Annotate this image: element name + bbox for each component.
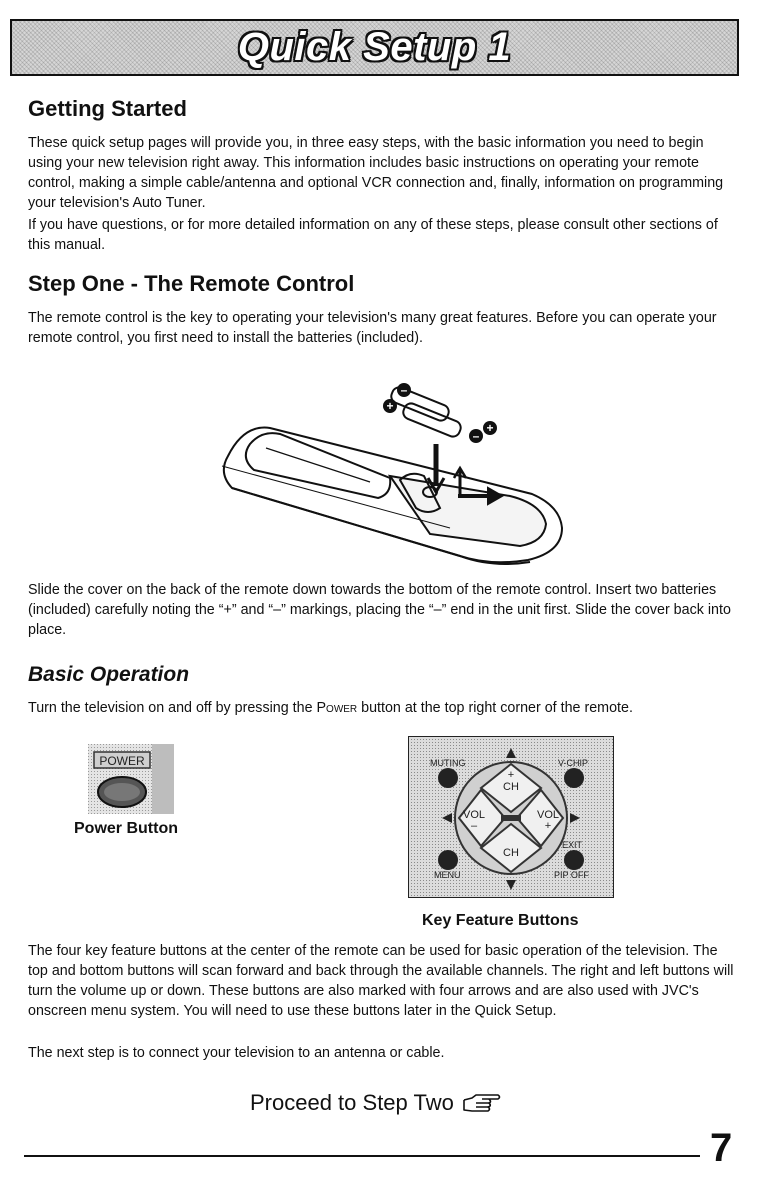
next-step-note: The next step is to connect your television to an antenna or cable. bbox=[28, 1045, 445, 1061]
step-one-heading: Step One - The Remote Control bbox=[28, 271, 355, 296]
exit-label: EXIT bbox=[562, 840, 583, 850]
page-title: Quick Setup 1 bbox=[237, 25, 512, 69]
battery-instructions: Slide the cover on the back of the remote down towards the bottom of the remote control. Insert two batteries (included) carefully noting the “+” and “–” markings, placing the “–” end in the unit first. Slide the cover back into place. bbox=[28, 582, 731, 638]
basic-operation-heading: Basic Operation bbox=[28, 663, 190, 686]
pointing-hand-icon bbox=[462, 1092, 502, 1114]
power-word: Power bbox=[316, 700, 358, 716]
key-feature-buttons-image bbox=[408, 736, 614, 898]
key-feature-caption: Key Feature Buttons bbox=[422, 912, 579, 929]
vol-down-sign: – bbox=[470, 820, 478, 832]
power-label: POWER bbox=[99, 754, 145, 768]
ch-up-label: CH bbox=[503, 781, 519, 793]
proceed-text: Proceed to Step Two bbox=[250, 1090, 454, 1115]
title-banner bbox=[10, 19, 739, 76]
proceed-line bbox=[250, 1090, 502, 1116]
ch-up-sign: + bbox=[507, 769, 515, 781]
power-button-image bbox=[88, 744, 174, 814]
minus-marker-top: – bbox=[400, 383, 408, 397]
vchip-label: V-CHIP bbox=[558, 758, 589, 768]
pip-off-label: PIP OFF bbox=[554, 870, 589, 880]
getting-started-para-2: If you have questions, or for more detailed information on any of these steps, please consult other sections of this manual. bbox=[28, 217, 718, 253]
key-buttons-description: The four key feature buttons at the center of the remote can be used for basic operation of the television. The top and bottom buttons will scan forward and back through the available channels. The right and left buttons will turn the volume up or down. These buttons are also marked with four arrows and are also used with JVC's onscreen menu system. You will need to use these buttons later in the Quick Setup. bbox=[28, 943, 734, 1019]
vol-up-label: VOL bbox=[536, 809, 560, 821]
power-text-before: Turn the television on and off by pressing the bbox=[28, 700, 317, 716]
getting-started-para-1: These quick setup pages will provide you, in three easy steps, with the basic information you need to begin using your new television right away. This information includes basic instructions on operating your remote control, making a simple cable/antenna and optional VCR connection and, finally, information on programming your television's Auto Tuner. bbox=[28, 135, 724, 211]
footer-rule bbox=[24, 1155, 700, 1157]
vol-down-label: VOL bbox=[462, 809, 486, 821]
muting-label: MUTING bbox=[430, 758, 466, 768]
power-text-after: button at the top right corner of the remote. bbox=[357, 700, 633, 716]
minus-marker-right: – bbox=[472, 429, 480, 443]
plus-marker-left: + bbox=[386, 399, 394, 413]
vol-up-sign: + bbox=[544, 820, 552, 832]
ch-down-label: CH bbox=[503, 847, 519, 859]
menu-label: MENU bbox=[434, 870, 461, 880]
power-button-caption: Power Button bbox=[74, 820, 178, 837]
plus-marker-right: + bbox=[486, 421, 494, 435]
step-one-intro: The remote control is the key to operating your television's many great features. Before you can operate your remote control, you first need to install the batteries (included). bbox=[28, 310, 717, 346]
getting-started-heading: Getting Started bbox=[28, 96, 187, 121]
power-instructions bbox=[28, 698, 736, 718]
page-number: 7 bbox=[710, 1126, 733, 1170]
remote-battery-illustration bbox=[210, 378, 570, 574]
